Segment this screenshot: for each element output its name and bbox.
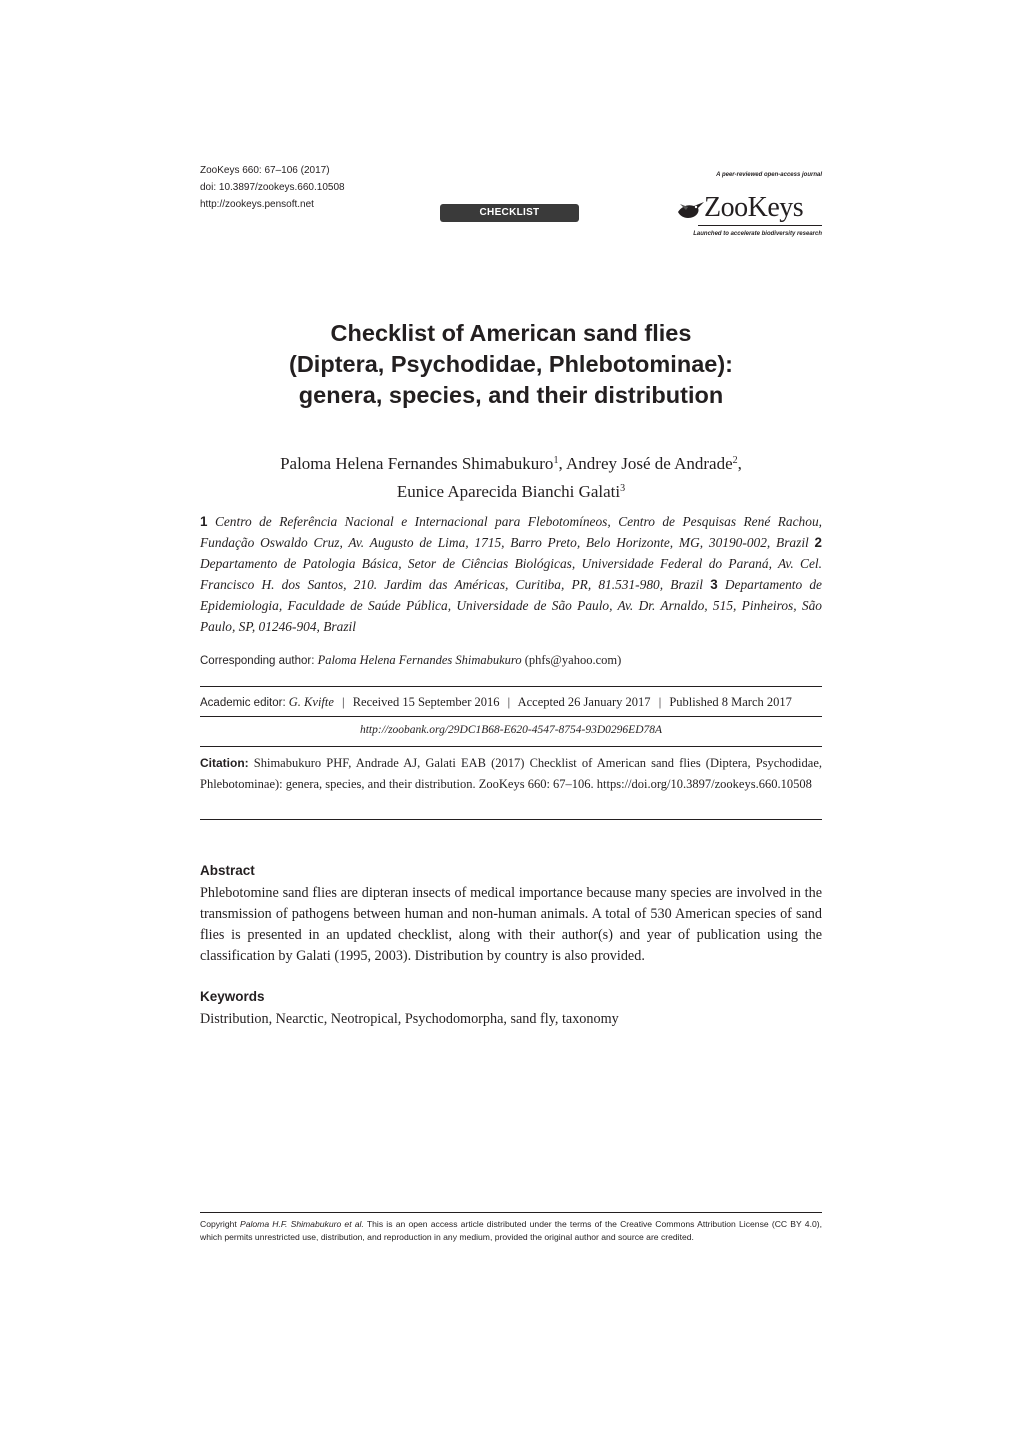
article-title <box>200 318 822 411</box>
bird-icon <box>676 198 706 222</box>
separator: | <box>658 695 662 709</box>
logo-underline <box>698 225 822 226</box>
copyright-holder: Paloma H.F. Shimabukuro et al. <box>239 1219 364 1229</box>
keywords-text: Distribution, Nearctic, Neotropical, Psychodomorpha, sand fly, taxonomy <box>200 1011 619 1027</box>
affiliation-2-number: 2 <box>814 535 822 550</box>
title-line-1: Checklist of American sand flies <box>330 320 692 346</box>
editor-label: Academic editor: <box>200 697 286 709</box>
authors-line-1: Paloma Helena Fernandes Shimabukuro$^1$, Andrey José de Andrade$^2$, <box>280 454 742 473</box>
doi-line: doi: 10.3897/zookeys.660.10508 <box>200 182 345 193</box>
author-1-affil-marker: 1 <box>553 455 559 466</box>
abstract-text: Phlebotomine sand flies are dipteran insects of medical importance because many species are involved in the transmission of pathogens between human and non-human animals. A total of 530 American species of sand flies is presented in an updated checklist, along with their author(s) and year of publication using the classification by Galati (1995, 2003). Distribution by country is also provided. <box>200 885 822 964</box>
editor-name: G. Kvifte <box>288 695 334 709</box>
divider-editorial <box>200 716 822 717</box>
editorial-dates <box>200 693 822 712</box>
author-3-affil-marker: 3 <box>620 483 626 494</box>
corresponding-author <box>200 652 822 669</box>
corresponding-label: Corresponding author: <box>200 655 315 667</box>
divider-citation <box>200 819 822 820</box>
published-date: Published 8 March 2017 <box>669 695 792 709</box>
corresponding-name: Paloma Helena Fernandes Shimabukuro <box>317 653 522 667</box>
corresponding-email[interactable]: (phfs@yahoo.com) <box>524 653 622 667</box>
affiliation-1-text: Centro de Referência Nacional e Internacional para Flebotomíneos, Centro de Pesquisas René Rachou, Fundação Oswaldo Cruz, Av. Augusto de Lima, 1715, Barro Preto, Belo Horizonte, MG, 30190-002, Brazil <box>200 514 822 550</box>
affiliation-1-number: 1 <box>200 514 208 529</box>
journal-url-link[interactable]: http://zookeys.pensoft.net <box>200 199 314 210</box>
citation-label: Citation: <box>200 756 249 770</box>
citation-text: Shimabukuro PHF, Andrade AJ, Galati EAB (2017) Checklist of American sand flies (Diptera, Psychodidae, Phlebotominae): genera, species, and their distribution. ZooKeys 660: 67–106. https://doi.org/10.3897/zookeys.660.10508 <box>200 756 823 791</box>
authors-line-2 <box>200 476 822 504</box>
divider-zoobank <box>200 746 822 747</box>
copyright-prefix: Copyright <box>200 1219 237 1229</box>
author-3-name: Eunice Aparecida Bianchi Galati <box>396 482 621 501</box>
article-type-badge: CHECKLIST <box>440 204 579 222</box>
divider-top <box>200 686 822 687</box>
affiliation-3-number: 3 <box>710 577 718 592</box>
affiliation-block <box>200 511 822 637</box>
accepted-date: Accepted 26 January 2017 <box>517 695 651 709</box>
author-2-affil-marker: 2 <box>732 455 738 466</box>
journal-volume-line: ZooKeys 660: 67–106 (2017) <box>200 165 330 176</box>
zoobank-link[interactable]: http://zoobank.org/29DC1B68-E620-4547-8754-93D0296ED78A <box>359 724 663 736</box>
title-line-2: (Diptera, Psychodidae, Phlebotominae): <box>289 351 733 377</box>
zookeys-logo <box>676 172 822 240</box>
journal-meta <box>200 162 345 213</box>
abstract-heading: Abstract <box>200 863 255 878</box>
separator: | <box>507 695 511 709</box>
logo-tagline: A peer-reviewed open-access journal <box>716 172 822 178</box>
citation-block <box>200 753 822 795</box>
title-line-3: genera, species, and their distribution <box>298 382 724 408</box>
affiliation-2-text: Departamento de Patologia Básica, Setor de Ciências Biológicas, Universidade Federal do Paraná, Av. Cel. Francisco H. dos Santos, 210. Jardim das Américas, Curitiba, PR, 81.531-980, Brazil <box>200 556 822 592</box>
separator: | <box>342 695 345 709</box>
received-date: Received 15 September 2016 <box>352 695 500 709</box>
copyright-notice <box>200 1218 822 1244</box>
copyright-text: This is an open access article distributed under the terms of the Creative Commons Attribution License (CC BY 4.0), which permits unrestricted use, distribution, and reproduction in any medium, provided the original author and source are credited. <box>200 1219 822 1242</box>
keywords-heading: Keywords <box>200 989 265 1004</box>
logo-wordmark: ZooKeys <box>704 192 804 223</box>
affiliation-3-text: Departamento de Epidemiologia, Faculdade de Saúde Pública, Universidade de São Paulo, Av. Dr. Arnaldo, 515, Pinheiros, São Paulo, SP, 01246-904, Brazil <box>200 577 823 634</box>
divider-footer <box>200 1212 822 1213</box>
logo-subtitle: Launched to accelerate biodiversity research <box>693 231 822 237</box>
affiliations <box>200 511 822 637</box>
author-list <box>200 448 822 504</box>
author-2-name: Andrey José de Andrade <box>566 454 733 473</box>
author-1-name: Paloma Helena Fernandes Shimabukuro <box>280 454 554 473</box>
